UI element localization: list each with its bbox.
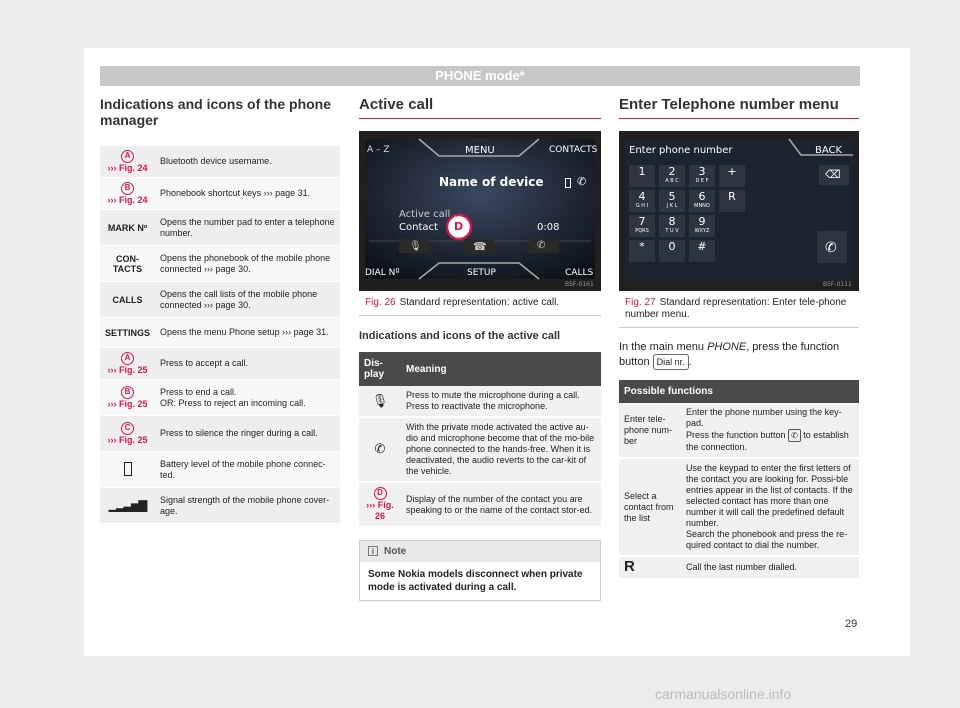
keypad-key[interactable] xyxy=(629,240,655,262)
phone-manager-section xyxy=(100,96,340,524)
table-row xyxy=(100,488,340,524)
screen-az: A – Z xyxy=(367,145,390,155)
table-row xyxy=(359,417,601,482)
section-title: Indications and icons of the phone manager xyxy=(100,96,332,128)
figure-ref[interactable]: ››› Fig. 25 xyxy=(107,399,148,409)
figure-caption xyxy=(359,291,601,316)
marker-letter: A xyxy=(121,352,134,365)
marker-letter: B xyxy=(121,386,134,399)
table-row xyxy=(619,458,859,556)
keypad-key[interactable] xyxy=(689,165,715,187)
row-desc: Bluetooth device username. xyxy=(155,146,340,178)
hangup-icon[interactable]: ☎ xyxy=(473,241,487,253)
table-row xyxy=(359,482,601,527)
table-row xyxy=(100,146,340,178)
row-desc: Press to silence the ringer during a call. xyxy=(155,416,340,452)
key-digit: 3 xyxy=(698,165,706,178)
keypad-key[interactable] xyxy=(659,215,685,237)
figure-ref[interactable]: ››› Fig. 24 xyxy=(107,195,148,205)
screen-dial-button[interactable]: DIAL Nº xyxy=(365,268,400,278)
table-row xyxy=(100,178,340,210)
row-key: Enter tele-phone num-ber xyxy=(619,403,681,458)
marker-letter: A xyxy=(121,150,134,163)
screen-calls-button[interactable]: CALLS xyxy=(565,268,594,278)
row-desc: Use the keypad to enter the first letters of the contact you are looking for. Possi-ble entries appear in the list of contacts. If the selected contact has more than one number it will call the predefined default number. Search the phonebook and press the re-quired contact to dial the number. xyxy=(681,458,859,556)
table-row xyxy=(359,386,601,417)
marker-letter: D xyxy=(374,487,387,500)
table-row xyxy=(100,282,340,318)
table-row xyxy=(100,416,340,452)
screen-setup-button[interactable]: SETUP xyxy=(467,268,496,278)
keypad-key[interactable] xyxy=(629,215,655,237)
caption-text: Standard representation: active call. xyxy=(399,297,560,308)
key-digit: 8 xyxy=(668,215,676,228)
screen-code: B5F-0111 xyxy=(823,281,852,288)
table-row xyxy=(100,348,340,380)
active-call-table xyxy=(359,352,601,528)
page-number: 29 xyxy=(845,618,858,630)
backspace-icon[interactable]: ⌫ xyxy=(825,169,841,181)
table-title: Indications and icons of the active call xyxy=(359,330,561,342)
table-row xyxy=(100,246,340,282)
note-heading: Note xyxy=(384,546,407,557)
key-letters: PQRS xyxy=(635,228,649,234)
row-desc: Call the last number dialled. xyxy=(681,556,859,579)
key-digit: # xyxy=(697,240,707,253)
key-digit: 7 xyxy=(638,215,646,228)
keypad-key[interactable] xyxy=(689,190,715,212)
row-desc: Display of the number of the contact you are speaking to or the name of the contact stor-ed. xyxy=(401,482,601,527)
active-call-section xyxy=(359,96,601,601)
screen-active-call: Active call ... xyxy=(399,209,464,220)
figure-number: Fig. 26 xyxy=(365,297,396,308)
caption-text: Standard representation: Enter tele-phone number menu. xyxy=(625,297,847,320)
key-digit: 0 xyxy=(668,240,676,253)
screen-back-button[interactable]: BACK xyxy=(815,145,843,156)
table-row xyxy=(100,318,340,348)
key-digit: + xyxy=(727,165,737,178)
battery-icon xyxy=(124,462,132,476)
section-title: Active call xyxy=(359,96,601,119)
watermark: carmanualsonline.info xyxy=(655,686,792,702)
row-desc: Press to mute the microphone during a call. Press to reactivate the microphone. xyxy=(401,386,601,417)
keypad-key[interactable] xyxy=(689,215,715,237)
page-header: PHONE mode* xyxy=(100,66,860,86)
info-icon: i xyxy=(368,546,378,556)
active-call-screenshot xyxy=(359,131,601,291)
figure-ref[interactable]: ››› Fig. 25 xyxy=(107,365,148,375)
key-letters: G H I xyxy=(635,203,649,209)
key-letters: J K L xyxy=(666,203,678,209)
keypad-key[interactable] xyxy=(719,165,745,187)
mode-name: PHONE xyxy=(707,341,747,353)
phone-icon: ✆ xyxy=(577,176,587,188)
table-row xyxy=(100,452,340,488)
figure-ref[interactable]: ››› Fig. 26 xyxy=(366,500,394,521)
col-meaning-header: Meaning xyxy=(401,352,601,386)
figure-ref[interactable]: ››› Fig. 25 xyxy=(107,435,148,445)
section-title: Enter Telephone number menu xyxy=(619,96,859,119)
row-desc: Opens the phonebook of the mobile phone connected ››› page 30. xyxy=(155,246,340,282)
figure-ref[interactable]: ››› Fig. 24 xyxy=(107,163,148,173)
screen-time: 0:08 xyxy=(537,222,560,233)
functions-header: Possible functions xyxy=(619,380,859,403)
keypad-key[interactable] xyxy=(659,165,685,187)
marker-letter: B xyxy=(121,182,134,195)
phone-icon: ✆ xyxy=(788,429,801,442)
figure-number: Fig. 27 xyxy=(625,297,656,308)
phone-icon[interactable]: ✆ xyxy=(825,239,837,255)
key-digit: R xyxy=(728,190,736,203)
microphone-icon: 🎙 xyxy=(371,392,389,408)
note-body: Some Nokia models disconnect when private mode is activated during a call. xyxy=(368,569,583,593)
key-letters: D E F xyxy=(695,178,709,184)
keypad-key[interactable] xyxy=(689,240,715,262)
table-row xyxy=(100,210,340,246)
row-desc: Press to end a call. OR: Press to reject an incoming call. xyxy=(155,380,340,416)
signal-icon: ▁▂▃▅▇ xyxy=(108,500,147,512)
row-desc: Opens the menu Phone setup ››› page 31. xyxy=(155,318,340,348)
row-key: Select a contact from the list xyxy=(619,458,681,556)
battery-icon xyxy=(565,178,571,188)
key-digit: 6 xyxy=(698,190,706,203)
intro-paragraph: In the main menu PHONE, press the function button Dial nr. . xyxy=(619,341,840,368)
private-mode-icon[interactable]: ✆ xyxy=(537,240,546,251)
note-box xyxy=(359,540,601,601)
microphone-icon[interactable]: 🎙 xyxy=(409,241,422,252)
table-row xyxy=(619,403,859,458)
key-digit: 2 xyxy=(668,165,676,178)
screen-device-name: Name of device xyxy=(439,175,544,189)
screen-code: B5F-0161 xyxy=(565,281,594,288)
col-display-header: Dis- play xyxy=(359,352,401,386)
screen-contacts-button[interactable]: CONTACTS xyxy=(549,145,598,155)
key-letters: T U V xyxy=(665,228,679,234)
keypad-key[interactable] xyxy=(659,190,685,212)
row-desc: Signal strength of the mobile phone cover-age. xyxy=(155,488,340,524)
key-letters: WXYZ xyxy=(694,228,710,234)
key-label: SETTINGS xyxy=(105,327,151,338)
keypad-key[interactable] xyxy=(659,240,685,262)
phone-manager-table xyxy=(100,146,340,524)
marker-letter: C xyxy=(121,422,134,435)
screen-contact: Contact xyxy=(399,222,438,233)
keypad-key[interactable] xyxy=(719,190,745,212)
screen-menu-button[interactable]: MENU xyxy=(465,145,495,156)
keypad-key[interactable] xyxy=(629,190,655,212)
redial-icon: R xyxy=(624,558,635,575)
key-digit: 9 xyxy=(698,215,706,228)
row-desc: Opens the number pad to enter a telephone number. xyxy=(155,210,340,246)
row-desc: Press to accept a call. xyxy=(155,348,340,380)
row-desc: Enter the phone number using the key-pad. Press the function button ✆ to establish the connection. xyxy=(681,403,859,458)
row-desc: Opens the call lists of the mobile phone connected ››› page 30. xyxy=(155,282,340,318)
screen-marker-d: D xyxy=(454,220,464,233)
row-desc: Battery level of the mobile phone connec-ted. xyxy=(155,452,340,488)
key-digit: * xyxy=(639,240,645,253)
enter-number-section xyxy=(619,96,859,580)
possible-functions-table xyxy=(619,380,859,580)
key-label: MARK Nº xyxy=(107,222,148,233)
key-digit: 4 xyxy=(638,190,646,203)
key-letters: MNNO xyxy=(694,203,710,209)
row-desc: Phonebook shortcut keys ››› page 31. xyxy=(155,178,340,210)
dial-button-chip: Dial nr. xyxy=(653,354,689,370)
private-mode-icon: ✆ xyxy=(374,441,386,456)
table-row xyxy=(100,380,340,416)
row-desc: With the private mode activated the active au-dio and microphone become that of the mo-bile phone connected to the hands-free. When it is deactivated, the audio reverts to the car-kit of the vehicle. xyxy=(401,417,601,482)
screen-heading: Enter phone number xyxy=(629,145,733,156)
key-digit: 5 xyxy=(668,190,676,203)
figure-caption xyxy=(619,291,859,328)
key-label: CON- TACTS xyxy=(112,253,143,274)
enter-number-screenshot xyxy=(619,131,859,291)
key-digit: 1 xyxy=(638,165,646,178)
table-row xyxy=(619,556,859,579)
keypad-key[interactable] xyxy=(629,165,655,187)
key-letters: A B C xyxy=(665,178,679,184)
key-label: CALLS xyxy=(112,294,143,305)
